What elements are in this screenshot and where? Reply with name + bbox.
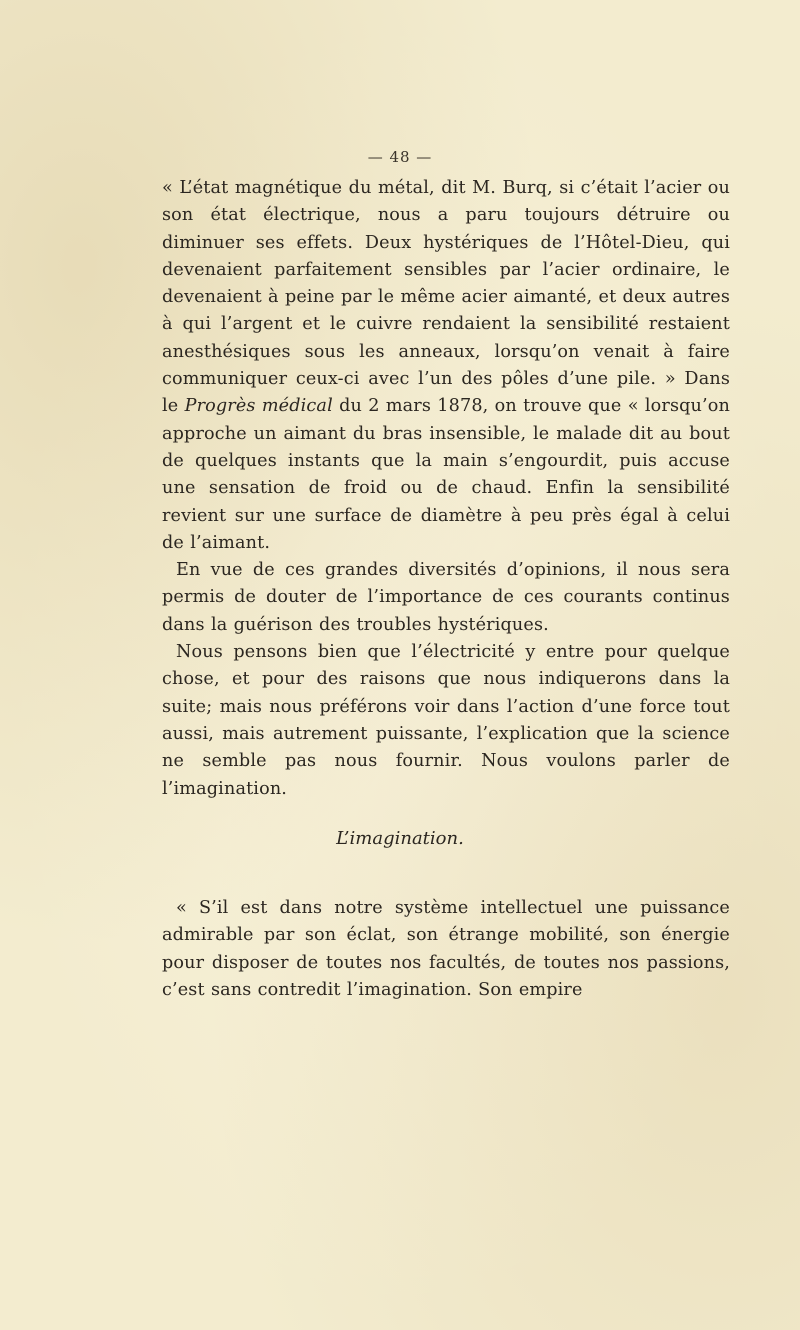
section-heading: L’imagination. bbox=[336, 828, 464, 849]
paragraph-electricity: Nous pensons bien que l’électricité y entre pour quelque chose, et pour des raisons que nous indiquerons dans la suite; mais nous préférons voir dans l’action d’une force tout aussi, mais autrement puissante, l’explication que la science ne semble pas nous fournir. Nous voulons parler de l’imagination. bbox=[162, 642, 730, 799]
paragraph-quote-burq bbox=[162, 175, 730, 557]
paragraph-text: du 2 mars 1878, on trouve que « lorsqu’on approche un aimant du bras insensible, le malade dit au bout de quelques instants que la main s’engourdit, puis accuse une sensation de froid ou de chaud. Enfin la sensibilité revient sur une surface de diamètre à peu près égal à celui de l’aimant. bbox=[162, 396, 730, 553]
journal-title: Progrès médical bbox=[184, 396, 333, 417]
paragraph-text: « L’état magnétique du métal, dit M. Burq, si c’était l’acier ou son état électrique, nous a paru toujours détruire ou diminuer ses effets. Deux hystériques de l’Hôtel-Dieu, qui devenaient parfaitement sensibles par l’acier ordinaire, le devenaient à peine par le même acier aimanté, et deux autres à qui l’argent et le cuivre rendaient la sensibilité restaient anesthésiques sous les anneaux, lorsqu’on venait à faire communiquer ceux-ci avec l’un des pôles d’une pile. » Dans le bbox=[162, 178, 730, 417]
paragraph-imagination: « S’il est dans notre système intellectuel une puissance admirable par son éclat, son étrange mobilité, son énergie pour disposer de toutes nos facultés, de toutes nos passions, c’est sans contredit l’imagination. Son empire bbox=[162, 898, 730, 1000]
paragraph-opinions: En vue de ces grandes diversités d’opinions, il nous sera permis de douter de l’importance de ces courants continus dans la guérison des troubles hystériques. bbox=[162, 560, 730, 635]
page-number: — 48 — bbox=[367, 148, 433, 166]
body-text bbox=[162, 175, 730, 803]
section-body-text bbox=[162, 895, 730, 1004]
